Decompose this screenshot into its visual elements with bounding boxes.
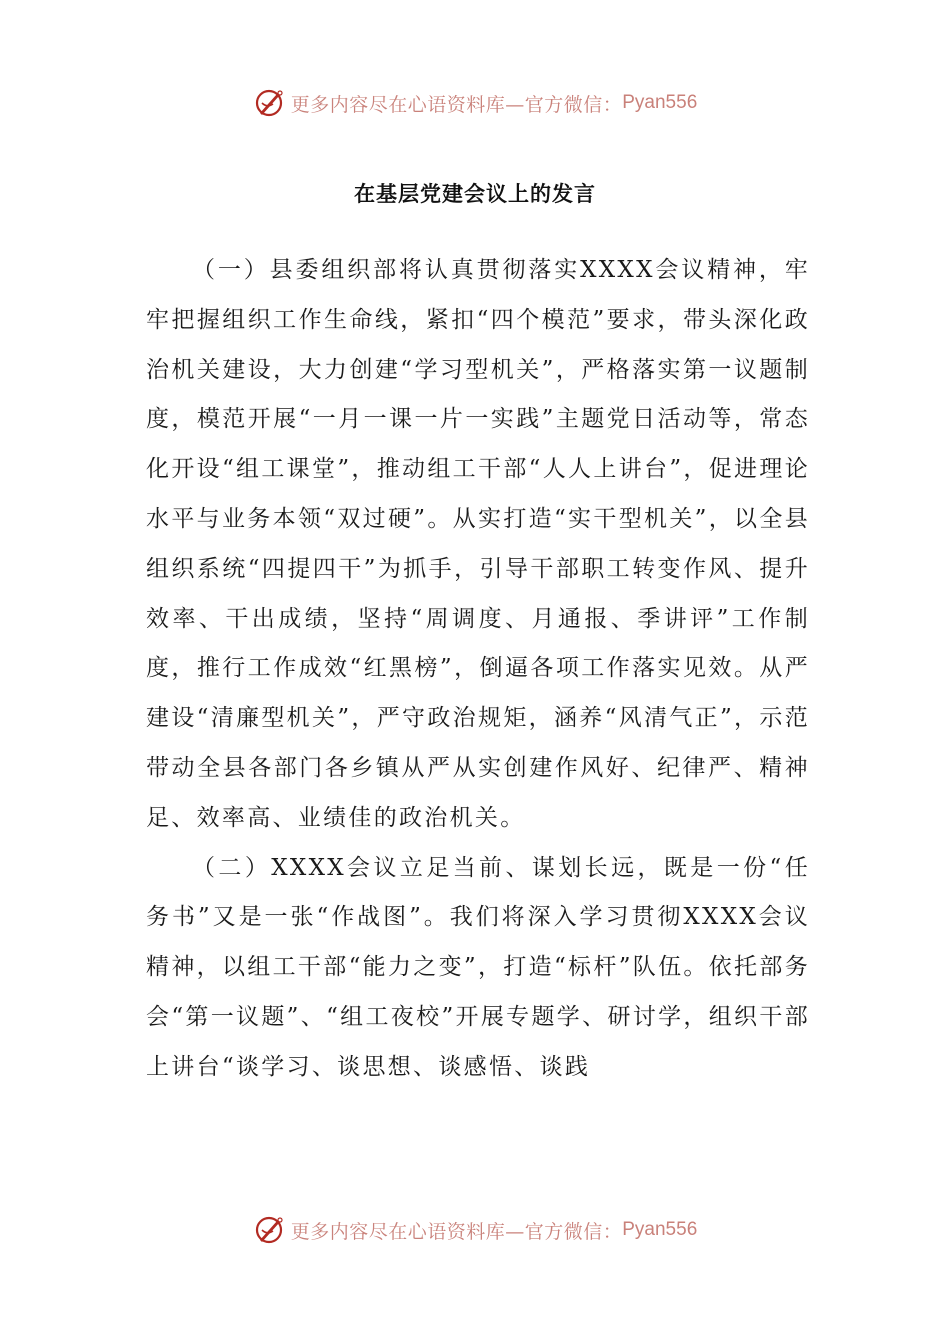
document-title: 在基层党建会议上的发言 [354, 182, 596, 206]
header-banner-wechat-id: Pyan556 [622, 92, 698, 113]
header-watermark-banner [0, 83, 950, 123]
header-banner-text: 更多内容尽在心语资料库—官方微信： [290, 93, 623, 116]
document-body [146, 246, 810, 1093]
pen-logo-icon [253, 1213, 287, 1247]
footer-watermark-banner [0, 1210, 950, 1250]
paragraph-1: （一）县委组织部将认真贯彻落实XXXX会议精神，牢牢把握组织工作生命线，紧扣“四个模范”要求，带头深化政治机关建设，大力创建“学习型机关”，严格落实第一议题制度，模范开展“一月一课一片一实践”主题党日活动等，常态化开设“组工课堂”，推动组工干部“人人上讲台”，促进理论水平与业务本领“双过硬”。从实打造“实干型机关”，以全县组织系统“四提四干”为抓手，引导干部职工转变作风、提升效率、干出成绩，坚持“周调度、月通报、季讲评”工作制度，推行工作成效“红黑榜”，倒逼各项工作落实见效。从严建设“清廉型机关”，严守政治规矩，涵养“风清气正”，示范带动全县各部门各乡镇从严从实创建作风好、纪律严、精神足、效率高、业绩佳的政治机关。 [146, 257, 810, 831]
pen-logo-icon [253, 86, 287, 120]
footer-banner-text: 更多内容尽在心语资料库—官方微信： [290, 1220, 623, 1243]
paragraph-2: （二）XXXX会议立足当前、谋划长远，既是一份“任务书”又是一张“作战图”。我们将深入学习贯彻XXXX会议精神，以组工干部“能力之变”，打造“标杆”队伍。依托部务会“第一议题”、“组工夜校”开展专题学、研讨学，组织干部上讲台“谈学习、谈思想、谈感悟、谈践 [146, 854, 810, 1080]
footer-banner-wechat-id: Pyan556 [622, 1219, 698, 1240]
